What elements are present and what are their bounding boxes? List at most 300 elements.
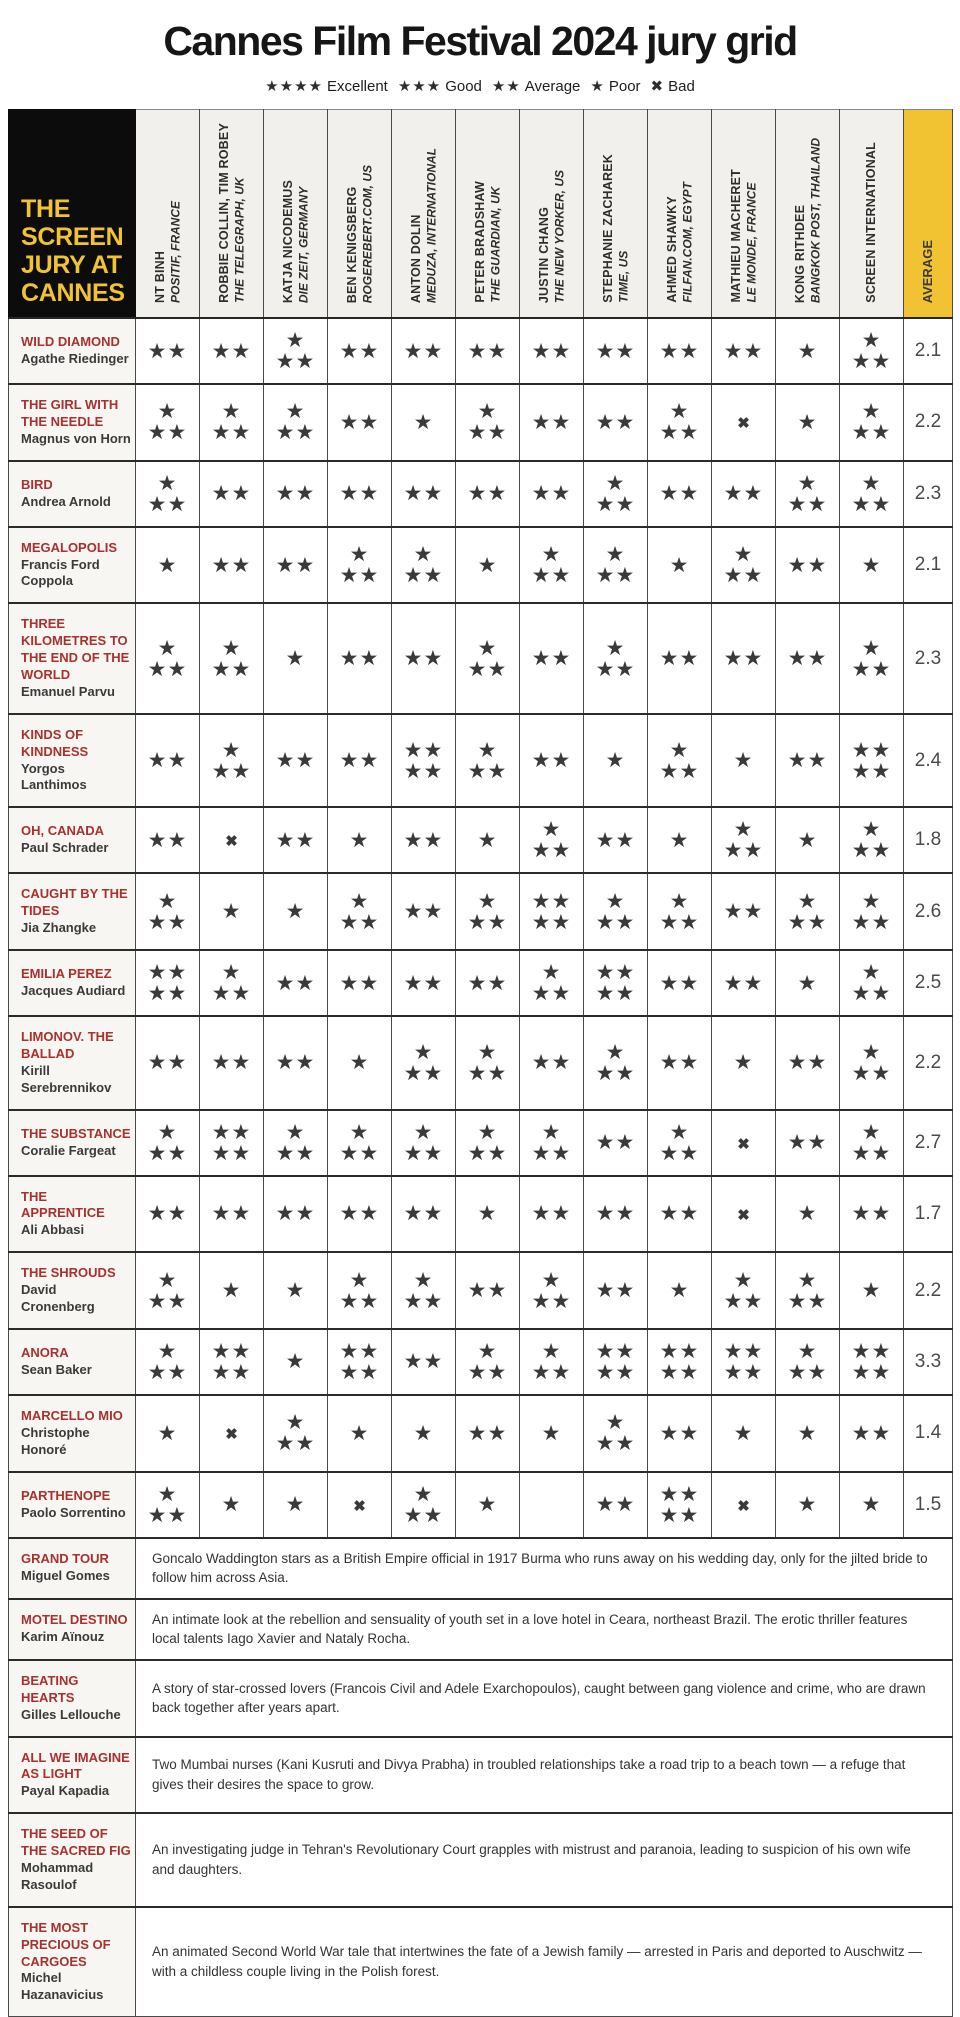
- rating-cell: ★★: [392, 873, 456, 950]
- rating-cell: ★ ★★: [584, 603, 648, 713]
- rating-cell: ★★ ★★: [648, 1329, 712, 1395]
- critic-header-9: [648, 110, 712, 319]
- film-label-cell: [9, 603, 136, 713]
- rating-cell: ★★: [328, 384, 392, 461]
- synopsis-cell: An investigating judge in Tehran's Revolutionary Court grapples with mistrust and paranoia, leading to suspicion of his own wife and daughters.: [136, 1813, 953, 1907]
- film-row: [9, 807, 953, 873]
- film-title: THE SEED OF THE SACRED FIG: [21, 1826, 131, 1859]
- film-row: [9, 384, 953, 461]
- film-director: Paolo Sorrentino: [21, 1504, 126, 1520]
- rating-cell: ★: [456, 807, 520, 873]
- rating-cell: ★★ ★★: [328, 1329, 392, 1395]
- film-title: MARCELLO MIO: [21, 1407, 123, 1423]
- page-title: Cannes Film Festival 2024 jury grid: [163, 18, 797, 64]
- rating-cell: ★ ★★: [712, 1252, 776, 1329]
- rating-cell: ★★ ★★: [584, 1329, 648, 1395]
- rating-cell: ★★: [392, 1329, 456, 1395]
- film-label-cell: [9, 1110, 136, 1176]
- synopsis-cell: An intimate look at the rebellion and sensuality of youth set in a love hotel in Ceara, northeast Brazil. The erotic thriller features local talents Iago Xavier and Nataly Rocha.: [136, 1599, 953, 1660]
- rating-cell: ★: [136, 1395, 200, 1472]
- rating-cell: ★ ★★: [328, 1252, 392, 1329]
- critic-header-3: [264, 110, 328, 319]
- rating-cell: ★: [776, 1176, 840, 1253]
- rating-cell: ★★: [776, 1110, 840, 1176]
- average-cell: 2.1: [904, 318, 953, 384]
- rating-cell: ★★: [264, 527, 328, 604]
- rating-cell: ★★: [328, 950, 392, 1016]
- rating-cell: ★ ★★: [136, 384, 200, 461]
- rating-cell: ★ ★★: [392, 1472, 456, 1538]
- bad-cross-mark: ✖: [737, 1206, 750, 1224]
- rating-cell: ★ ★★: [712, 527, 776, 604]
- critic-outlet: MEDUZA, INTERNATIONAL: [423, 147, 438, 303]
- film-label-cell: [9, 527, 136, 604]
- film-row: [9, 1599, 953, 1660]
- rating-cell: ★★: [392, 1176, 456, 1253]
- critic-header-10: [712, 110, 776, 319]
- rating-cell: ★★ ★★: [392, 714, 456, 808]
- rating-cell: ★★: [392, 318, 456, 384]
- rating-cell: ★★ ★★: [520, 873, 584, 950]
- average-cell: 2.2: [904, 384, 953, 461]
- rating-cell: ★: [328, 807, 392, 873]
- film-title: BIRD: [21, 476, 53, 492]
- critic-outlet: THE GUARDIAN, UK: [487, 187, 502, 303]
- rating-cell: ★ ★★: [776, 461, 840, 527]
- critic-outlet: THE TELEGRAPH, UK: [231, 177, 246, 303]
- film-row: [9, 1813, 953, 1907]
- critic-header-2: [200, 110, 264, 319]
- film-label-cell: [9, 1395, 136, 1472]
- rating-cell: ★★: [776, 527, 840, 604]
- rating-cell: ★ ★★: [840, 384, 904, 461]
- rating-cell: ★ ★★: [200, 384, 264, 461]
- film-label-cell: [9, 950, 136, 1016]
- legend-rating-label: Good: [445, 78, 482, 95]
- critic-header-5: [392, 110, 456, 319]
- rating-cell: ★: [776, 950, 840, 1016]
- rating-cell: ★ ★★: [840, 603, 904, 713]
- rating-cell: [712, 1176, 776, 1253]
- legend-item: [398, 78, 482, 95]
- film-row: [9, 461, 953, 527]
- film-label-cell: [9, 1660, 136, 1737]
- rating-cell: ★: [712, 1395, 776, 1472]
- rating-cell: ★★: [264, 807, 328, 873]
- header-row: [9, 110, 953, 319]
- critic-name: NT BINH: [152, 250, 167, 303]
- rating-cell: ★★: [584, 807, 648, 873]
- rating-cell: ★ ★★: [136, 1252, 200, 1329]
- film-label-cell: [9, 1907, 136, 2017]
- rating-cell: ★★ ★★: [712, 1329, 776, 1395]
- film-director: Emanuel Parvu: [21, 683, 115, 699]
- critic-name: PETER BRADSHAW: [472, 181, 487, 303]
- rating-cell: ★★: [136, 1176, 200, 1253]
- rating-cell: ★ ★★: [840, 1016, 904, 1110]
- average-cell: 2.3: [904, 603, 953, 713]
- rating-cell: ★: [712, 714, 776, 808]
- rating-cell: ★★: [328, 714, 392, 808]
- rating-cell: ★★: [584, 318, 648, 384]
- rating-cell: ★: [840, 1252, 904, 1329]
- rating-cell: ★★: [840, 1395, 904, 1472]
- critic-name: SCREEN INTERNATIONAL: [864, 142, 879, 303]
- rating-cell: ★★: [392, 950, 456, 1016]
- rating-cell: ★ ★★: [520, 950, 584, 1016]
- film-director: Yorgos Lanthimos: [21, 760, 87, 793]
- rating-legend: [0, 77, 960, 95]
- rating-cell: ★ ★★: [456, 714, 520, 808]
- bad-cross-mark: ✖: [225, 833, 238, 851]
- rating-cell: ★★ ★★: [136, 950, 200, 1016]
- rating-cell: ★★: [520, 461, 584, 527]
- film-director: Miguel Gomes: [21, 1568, 110, 1584]
- film-director: Mohammad Rasoulof: [21, 1859, 94, 1892]
- rating-cell: ★★: [200, 527, 264, 604]
- film-director: Ali Abbasi: [21, 1222, 85, 1238]
- rating-cell: ★★: [712, 603, 776, 713]
- rating-cell: ★★: [520, 384, 584, 461]
- critic-outlet: THE NEW YORKER, US: [551, 169, 566, 303]
- rating-cell: ★ ★★: [648, 384, 712, 461]
- bad-cross-mark: ✖: [225, 1426, 238, 1444]
- corner-label: THE SCREEN JURY AT CANNES: [21, 195, 125, 307]
- rating-cell: ★: [328, 1395, 392, 1472]
- rating-cell: ★ ★★: [456, 603, 520, 713]
- film-director: Gilles Lellouche: [21, 1706, 121, 1722]
- film-row: [9, 1176, 953, 1253]
- critic-outlet: DIE ZEIT, GERMANY: [295, 186, 310, 303]
- film-label-cell: [9, 1599, 136, 1660]
- rating-cell: ★★: [456, 1395, 520, 1472]
- film-label-cell: [9, 1329, 136, 1395]
- critic-outlet: ROGEREBERT.COM, US: [359, 164, 374, 303]
- film-label-cell: [9, 807, 136, 873]
- film-row: [9, 527, 953, 604]
- rating-cell: [712, 1110, 776, 1176]
- rating-cell: ★★: [520, 1016, 584, 1110]
- rating-cell: ★★: [328, 603, 392, 713]
- film-title: THE SHROUDS: [21, 1265, 116, 1281]
- film-director: David Cronenberg: [21, 1282, 95, 1315]
- film-label-cell: [9, 1737, 136, 1814]
- rating-cell: ★★: [200, 1016, 264, 1110]
- film-title: LIMONOV. THE BALLAD: [21, 1029, 114, 1061]
- rating-cell: ★ ★★: [840, 318, 904, 384]
- rating-cell: ★★: [392, 603, 456, 713]
- rating-cell: ★: [712, 1016, 776, 1110]
- critic-header-11: [776, 110, 840, 319]
- film-title: KINDS OF KINDNESS: [21, 726, 89, 759]
- critic-outlet: FILFAN.COM, EGYPT: [679, 182, 694, 303]
- film-label-cell: [9, 384, 136, 461]
- rating-cell: ★★: [328, 318, 392, 384]
- rating-cell: ★★: [520, 1176, 584, 1253]
- rating-cell: ★★: [648, 461, 712, 527]
- critic-outlet: TIME, US: [615, 250, 630, 303]
- average-header-label: AVERAGE: [919, 239, 935, 303]
- rating-cell: ★ ★★: [840, 807, 904, 873]
- rating-cell: ★ ★★: [264, 318, 328, 384]
- average-cell: 2.3: [904, 461, 953, 527]
- average-cell: 2.7: [904, 1110, 953, 1176]
- rating-cell: ★: [520, 1395, 584, 1472]
- critic-outlet: LE MONDE, FRANCE: [743, 183, 758, 303]
- rating-cell: ★★: [328, 1176, 392, 1253]
- bad-cross-mark: ✖: [737, 1497, 750, 1515]
- average-cell: 2.2: [904, 1252, 953, 1329]
- film-row: [9, 318, 953, 384]
- film-row: [9, 1472, 953, 1538]
- rating-cell: ★ ★★: [328, 1110, 392, 1176]
- film-label-cell: [9, 1538, 136, 1599]
- rating-cell: ★★: [328, 461, 392, 527]
- rating-cell: ★★: [840, 1176, 904, 1253]
- rating-cell: ★: [776, 1472, 840, 1538]
- bad-cross-mark: ✖: [353, 1497, 366, 1515]
- rating-cell: [712, 1472, 776, 1538]
- average-cell: 2.2: [904, 1016, 953, 1110]
- film-row: [9, 714, 953, 808]
- film-label-cell: [9, 873, 136, 950]
- film-label-cell: [9, 1016, 136, 1110]
- rating-cell: ★★: [776, 1016, 840, 1110]
- rating-cell: ★ ★★: [456, 1329, 520, 1395]
- critic-name: KONG RITHDEE: [792, 204, 807, 303]
- film-director: Payal Kapadia: [21, 1783, 110, 1799]
- rating-cell: ★ ★★: [456, 384, 520, 461]
- film-label-cell: [9, 1813, 136, 1907]
- legend-rating-label: Average: [524, 78, 581, 95]
- film-title: GRAND TOUR: [21, 1551, 109, 1567]
- rating-cell: ★ ★★: [648, 714, 712, 808]
- film-director: Agathe Riedinger: [21, 351, 129, 366]
- average-cell: 1.5: [904, 1472, 953, 1538]
- rating-cell: ★: [776, 1395, 840, 1472]
- film-title: THE MOST PRECIOUS OF CARGOES: [21, 1919, 111, 1969]
- legend-rating-label: Bad: [668, 78, 695, 95]
- legend-rating-symbol: ★★: [491, 78, 521, 95]
- rating-cell: ★ ★★: [392, 1252, 456, 1329]
- film-director: Paul Schrader: [21, 840, 109, 856]
- average-cell: 2.1: [904, 527, 953, 604]
- rating-cell: ★: [840, 1472, 904, 1538]
- rating-cell: ★★ ★★: [840, 714, 904, 808]
- film-director: Sean Baker: [21, 1361, 92, 1377]
- rating-cell: ★: [136, 527, 200, 604]
- rating-cell: ★: [200, 1252, 264, 1329]
- critic-name: BEN KENIGSBERG: [344, 186, 359, 303]
- rating-cell: ★★: [456, 461, 520, 527]
- critic-name: AHMED SHAWKY: [664, 196, 679, 303]
- rating-cell: ★: [328, 1016, 392, 1110]
- film-director: Coralie Fargeat: [21, 1142, 116, 1158]
- critic-header-1: [136, 110, 200, 319]
- rating-cell: ★: [456, 1472, 520, 1538]
- rating-cell: ★: [776, 384, 840, 461]
- bad-cross-mark: ✖: [737, 1135, 750, 1153]
- rating-cell: ★★: [200, 1176, 264, 1253]
- critic-name: JUSTIN CHANG: [536, 206, 551, 303]
- rating-cell: ★★: [264, 1176, 328, 1253]
- rating-cell: ★ ★★: [520, 1110, 584, 1176]
- film-director: Michel Hazanavicius: [21, 1970, 104, 2003]
- rating-cell: ★ ★★: [456, 1016, 520, 1110]
- rating-cell: ★ ★★: [200, 950, 264, 1016]
- rating-cell: ★ ★★: [584, 527, 648, 604]
- rating-cell: ★★: [648, 1016, 712, 1110]
- rating-cell: ★ ★★: [584, 1016, 648, 1110]
- rating-cell: ★★: [520, 603, 584, 713]
- critic-header-8: [584, 110, 648, 319]
- bad-cross-mark: ✖: [737, 415, 750, 433]
- rating-cell: ★ ★★: [264, 384, 328, 461]
- rating-cell: ★★: [776, 603, 840, 713]
- rating-cell: ★: [392, 1395, 456, 1472]
- average-cell: 2.4: [904, 714, 953, 808]
- rating-cell: ★ ★★: [136, 603, 200, 713]
- rating-cell: ★ ★★: [200, 603, 264, 713]
- rating-cell: ★: [264, 603, 328, 713]
- rating-cell: ★: [584, 714, 648, 808]
- rating-cell: ★★: [648, 1395, 712, 1472]
- rating-cell: ★★: [200, 318, 264, 384]
- critic-name: ROBBIE COLLIN, TIM ROBEY: [216, 123, 231, 303]
- rating-cell: ★★ ★★: [200, 1110, 264, 1176]
- rating-cell: ★: [392, 384, 456, 461]
- critic-outlet: BANGKOK POST, THAILAND: [807, 137, 822, 303]
- rating-cell: ★ ★★: [840, 1110, 904, 1176]
- rating-cell: ★: [456, 1176, 520, 1253]
- rating-cell: ★★: [712, 873, 776, 950]
- rating-cell: ★★: [136, 714, 200, 808]
- film-row: [9, 1395, 953, 1472]
- rating-cell: ★: [648, 527, 712, 604]
- synopsis-cell: Goncalo Waddington stars as a British Empire official in 1917 Burma who runs away on his wedding day, only for the jilted bride to follow him across Asia.: [136, 1538, 953, 1599]
- legend-item: [651, 78, 695, 95]
- film-title: THE APPRENTICE: [21, 1188, 105, 1221]
- film-label-cell: [9, 318, 136, 384]
- rating-cell: ★★: [584, 1176, 648, 1253]
- rating-cell: ★ ★★: [584, 873, 648, 950]
- rating-cell: ★★: [264, 1016, 328, 1110]
- film-row: [9, 1110, 953, 1176]
- film-label-cell: [9, 714, 136, 808]
- rating-cell: ★ ★★: [136, 1110, 200, 1176]
- rating-cell: ★★: [264, 714, 328, 808]
- rating-cell: ★★: [584, 384, 648, 461]
- rating-cell: ★★: [200, 461, 264, 527]
- rating-cell: ★ ★★: [328, 873, 392, 950]
- rating-cell: ★ ★★: [520, 527, 584, 604]
- film-row: [9, 1016, 953, 1110]
- rating-cell: ★★ ★★: [840, 1329, 904, 1395]
- average-cell: 1.4: [904, 1395, 953, 1472]
- critic-name: KATJA NICODEMUS: [280, 179, 295, 303]
- rating-cell: ★: [200, 1472, 264, 1538]
- legend-rating-symbol: ★: [590, 78, 605, 95]
- rating-cell: ★ ★★: [520, 807, 584, 873]
- rating-cell: ★ ★★: [392, 1016, 456, 1110]
- rating-cell: ★★: [712, 950, 776, 1016]
- rating-cell: [712, 384, 776, 461]
- critic-name: MATHIEU MACHERET: [728, 169, 743, 303]
- rating-cell: ★★: [648, 950, 712, 1016]
- film-row: [9, 1660, 953, 1737]
- rating-cell: ★★: [136, 807, 200, 873]
- film-row: [9, 1538, 953, 1599]
- rating-cell: [200, 807, 264, 873]
- critic-header-4: [328, 110, 392, 319]
- legend-rating-label: Excellent: [326, 78, 388, 95]
- rating-cell: ★ ★★: [328, 527, 392, 604]
- film-row: [9, 873, 953, 950]
- film-director: Karim Aïnouz: [21, 1629, 105, 1645]
- rating-cell: ★: [264, 873, 328, 950]
- rating-cell: [328, 1472, 392, 1538]
- film-label-cell: [9, 461, 136, 527]
- critic-header-12: [840, 110, 904, 319]
- rating-cell: ★ ★★: [392, 527, 456, 604]
- film-title: THE GIRL WITH THE NEEDLE: [21, 397, 119, 429]
- film-row: [9, 1907, 953, 2017]
- rating-cell: ★ ★★: [840, 461, 904, 527]
- film-title: BEATING HEARTS: [21, 1672, 79, 1705]
- film-title: EMILIA PEREZ: [21, 966, 112, 982]
- legend-rating-symbol: ★★★: [397, 78, 442, 95]
- film-row: [9, 1329, 953, 1395]
- critic-name: ANTON DOLIN: [408, 214, 423, 303]
- average-cell: 3.3: [904, 1329, 953, 1395]
- rating-cell: ★★: [712, 461, 776, 527]
- film-title: PARTHENOPE: [21, 1487, 111, 1503]
- film-director: Magnus von Horn: [21, 430, 131, 446]
- average-cell: 2.5: [904, 950, 953, 1016]
- synopsis-cell: An animated Second World War tale that intertwines the fate of a Jewish family — arrested in Paris and deported to Auschwitz — with a childless couple living in the Polish forest.: [136, 1907, 953, 2017]
- rating-cell: ★ ★★: [648, 1110, 712, 1176]
- rating-cell: ★ ★★: [456, 873, 520, 950]
- rating-cell: ★ ★★: [712, 807, 776, 873]
- rating-cell: ★: [200, 873, 264, 950]
- film-director: Francis Ford Coppola: [21, 556, 100, 589]
- rating-cell: ★: [776, 318, 840, 384]
- rating-cell: ★★ ★★: [584, 950, 648, 1016]
- legend-item: [590, 78, 640, 95]
- rating-cell: ★★ ★★: [648, 1472, 712, 1538]
- rating-cell: ★ ★★: [776, 1252, 840, 1329]
- rating-cell: ★ ★★: [840, 950, 904, 1016]
- film-director: Christophe Honoré: [21, 1424, 90, 1457]
- rating-cell: [520, 1472, 584, 1538]
- film-director: Jia Zhangke: [21, 920, 97, 936]
- rating-cell: ★★: [392, 461, 456, 527]
- rating-cell: ★ ★★: [584, 1395, 648, 1472]
- rating-cell: ★★: [712, 318, 776, 384]
- film-label-cell: [9, 1252, 136, 1329]
- critic-header-7: [520, 110, 584, 319]
- rating-cell: ★ ★★: [648, 873, 712, 950]
- film-title: THE SUBSTANCE: [21, 1125, 131, 1141]
- rating-cell: ★ ★★: [136, 1329, 200, 1395]
- average-cell: 1.8: [904, 807, 953, 873]
- rating-cell: ★ ★★: [776, 873, 840, 950]
- rating-cell: ★★: [648, 603, 712, 713]
- synopsis-cell: Two Mumbai nurses (Kani Kusruti and Divya Prabha) in troubled relationships take a road trip to a beach town — a refuge that gives their desires the space to grow.: [136, 1737, 953, 1814]
- average-cell: 2.6: [904, 873, 953, 950]
- rating-cell: ★ ★★: [520, 1252, 584, 1329]
- film-title: ALL WE IMAGINE AS LIGHT: [21, 1749, 130, 1782]
